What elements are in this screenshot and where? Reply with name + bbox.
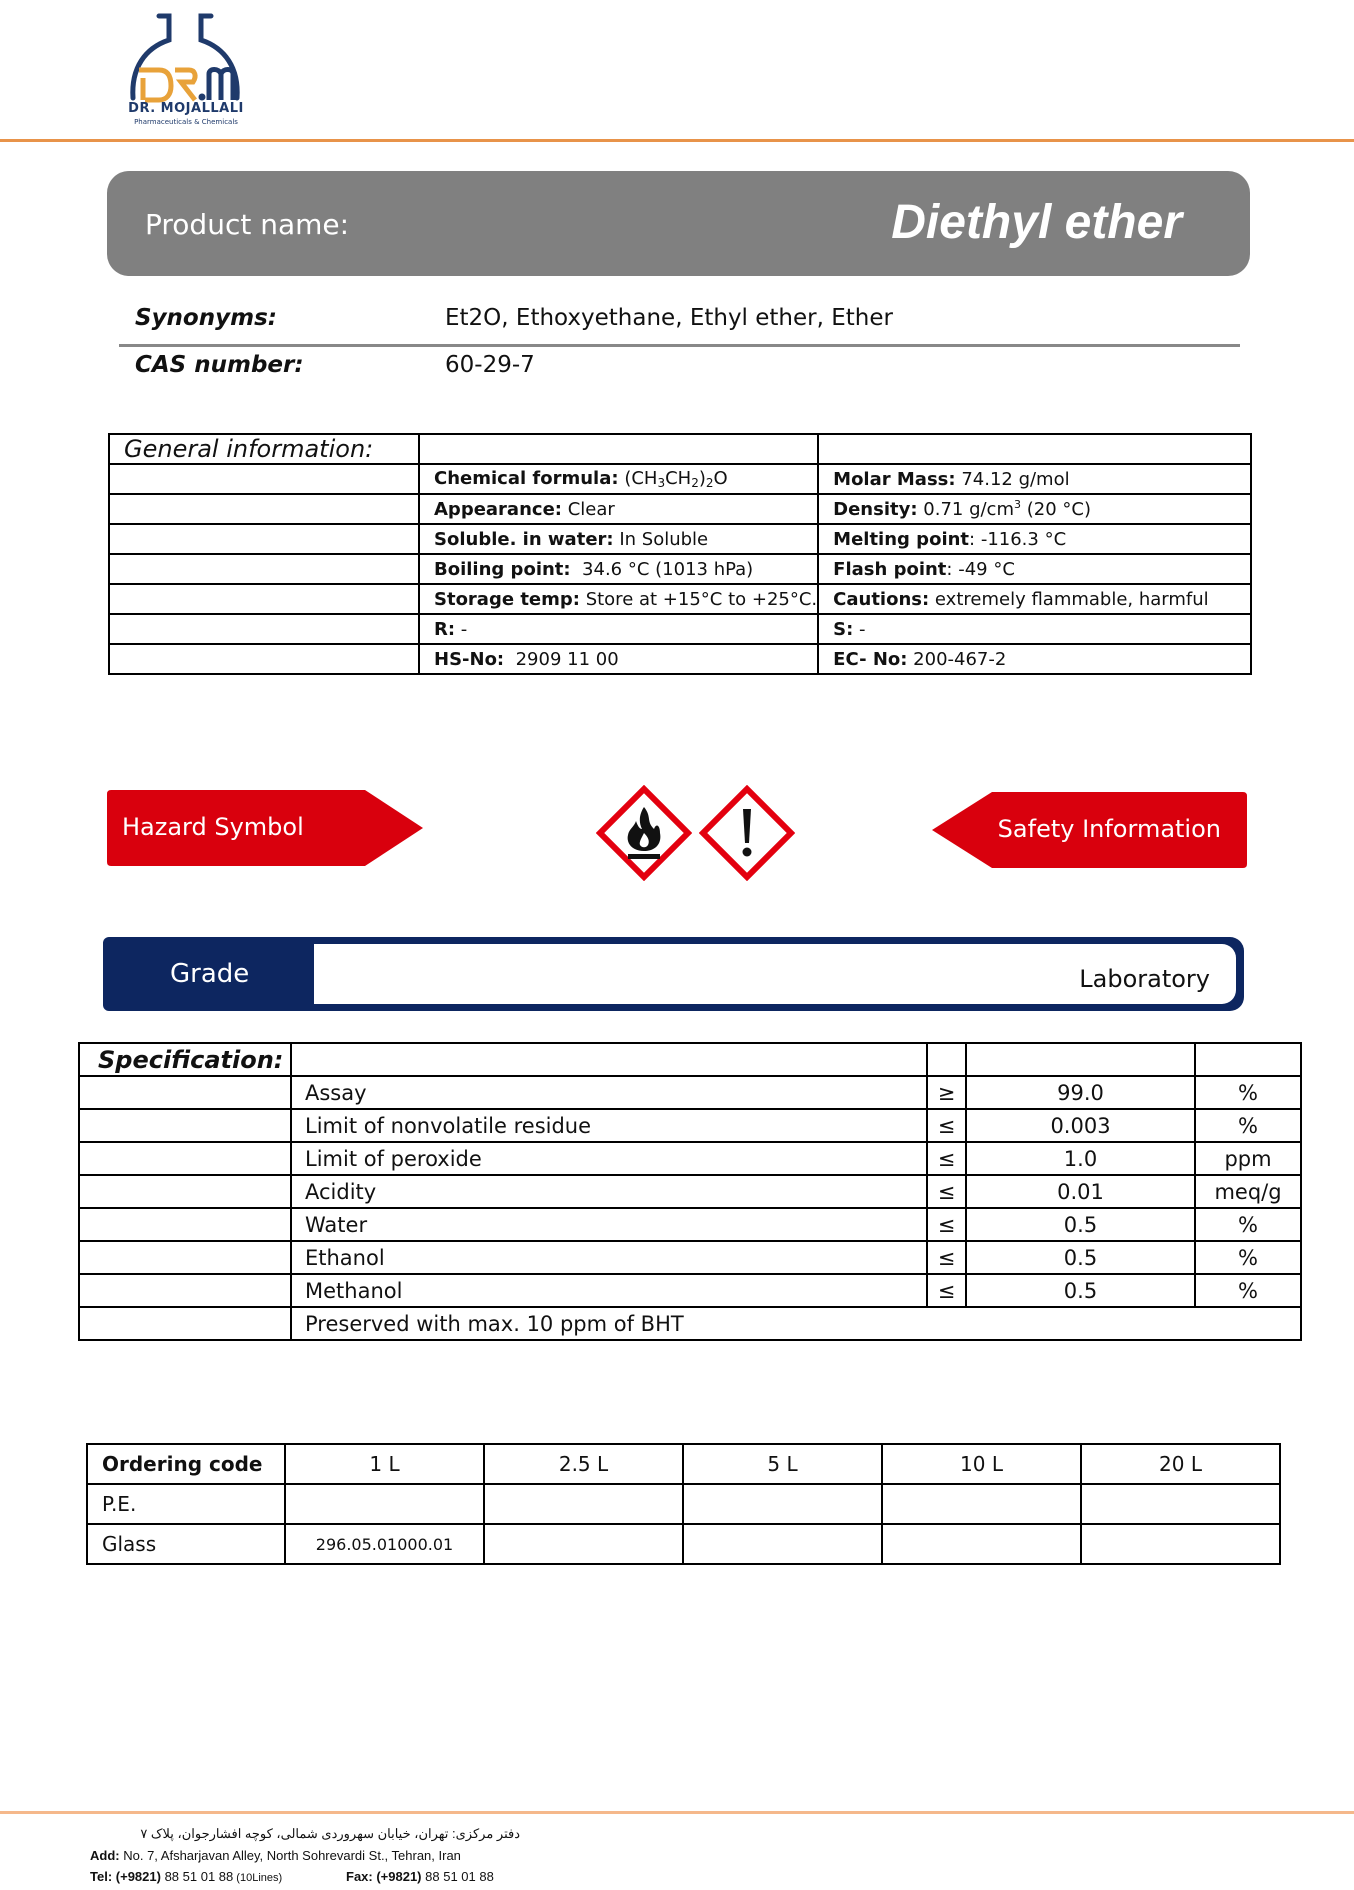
ordering-code-table [86,1443,1281,1565]
packaging-label: Glass [87,1524,285,1564]
cas-value: 60-29-7 [445,352,535,378]
spec-value: 0.003 [966,1109,1195,1142]
packaging-label: P.E. [87,1484,285,1524]
table-row [109,524,1251,554]
spec-value: 0.5 [966,1208,1195,1241]
spec-operator: ≤ [927,1142,966,1175]
ec-no-cell: EC- No: 200-467-2 [818,644,1251,674]
size-header: 20 L [1081,1444,1280,1484]
spec-name: Water [291,1208,927,1241]
molar-mass-cell: Molar Mass: 74.12 g/mol [818,464,1251,494]
r-phrases-cell: R: - [419,614,818,644]
specification-title: Specification: [79,1043,291,1076]
spec-row [79,1274,1301,1307]
table-row [109,554,1251,584]
hs-no-cell: HS-No: 2909 11 00 [419,644,818,674]
grade-label: Grade [170,959,250,989]
table-row [109,614,1251,644]
spec-name: Methanol [291,1274,927,1307]
spec-row [79,1142,1301,1175]
grade-value: Laboratory [1079,965,1210,993]
spec-operator: ≤ [927,1109,966,1142]
spec-unit: meq/g [1195,1175,1301,1208]
density-cell: Density: 0.71 $g/cm^3$ (20 °C) [818,494,1251,524]
table-row [109,644,1251,674]
spec-row [79,1175,1301,1208]
specification-table [78,1042,1302,1341]
size-header: 2.5 L [484,1444,683,1484]
safety-information-tag [932,792,1247,868]
spec-row [79,1076,1301,1109]
footer-divider [0,1811,1354,1814]
spec-operator: ≤ [927,1208,966,1241]
spec-note-row [79,1307,1301,1340]
spec-unit: % [1195,1109,1301,1142]
footer-address-english: Add: No. 7, Afsharjavan Alley, North Sohrevardi St., Tehran, Iran [90,1848,461,1863]
grade-bar [103,937,1244,1011]
s-phrases-cell: S: - [818,614,1251,644]
spec-unit: % [1195,1076,1301,1109]
footer-fax: Fax: (+9821) 88 51 01 88 [346,1869,494,1884]
product-banner [107,171,1250,276]
storage-temp-cell: Storage temp: Store at +15°C to +25°C. [419,584,818,614]
synonyms-value: Et2O, Ethoxyethane, Ethyl ether, Ether [445,305,893,331]
logo-brand-name: DR. MOJALLALI [128,101,244,116]
header-divider [0,139,1354,142]
ordering-row-glass [87,1524,1280,1564]
spec-name: Limit of peroxide [291,1142,927,1175]
chemical-formula-cell: Chemical formula: $(CH_3CH_2)_2O$ [419,464,818,494]
logo-tagline: Pharmaceuticals & Chemicals [134,118,238,126]
table-row [109,464,1251,494]
spec-value: 0.01 [966,1175,1195,1208]
product-name: Diethyl ether [891,196,1182,249]
footer-phone: Tel: (+9821) 88 51 01 88 (10Lines) [90,1869,283,1884]
spec-unit: ppm [1195,1142,1301,1175]
spec-value: 1.0 [966,1142,1195,1175]
spec-operator: ≤ [927,1274,966,1307]
ordering-row-pe [87,1484,1280,1524]
safety-information-label: Safety Information [997,815,1221,843]
spec-name: Assay [291,1076,927,1109]
spec-name: Acidity [291,1175,927,1208]
melting-point-cell: Melting point: -116.3 °C [818,524,1251,554]
footer-address-persian: دفتر مرکزی: تهران، خیابان سهروردی شمالی، کوچه افشارجوان، پلاک ۷ [140,1826,520,1841]
spec-unit: % [1195,1274,1301,1307]
hazard-symbol-label: Hazard Symbol [122,813,304,841]
spec-row [79,1208,1301,1241]
spec-value: 99.0 [966,1076,1195,1109]
size-header: 5 L [683,1444,882,1484]
size-header: 10 L [882,1444,1081,1484]
spec-name: Limit of nonvolatile residue [291,1109,927,1142]
spec-row [79,1241,1301,1274]
exclamation-mark-icon [699,785,795,881]
spec-unit: % [1195,1241,1301,1274]
spec-value: 0.5 [966,1241,1195,1274]
hazard-symbol-tag [107,790,423,866]
flash-point-cell: Flash point: -49 °C [818,554,1251,584]
spec-unit: % [1195,1208,1301,1241]
spec-operator: ≤ [927,1175,966,1208]
spec-note: Preserved with max. 10 ppm of BHT [291,1307,1301,1340]
size-header: 1 L [285,1444,484,1484]
table-row [109,494,1251,524]
ordering-header-row [87,1444,1280,1484]
boiling-point-cell: Boiling point: 34.6 °C (1013 hPa) [419,554,818,584]
synonyms-label: Synonyms: [135,305,277,331]
ordering-code-header: Ordering code [87,1444,285,1484]
general-info-table [108,433,1252,675]
ordering-code: 296.05.01000.01 [285,1524,484,1564]
synonyms-divider [119,344,1240,347]
cas-label: CAS number: [135,352,304,378]
solubility-cell: Soluble. in water: In Soluble [419,524,818,554]
spec-operator: ≤ [927,1241,966,1274]
flame-icon [596,785,692,881]
appearance-cell: Appearance: Clear [419,494,818,524]
cautions-cell: Cautions: extremely flammable, harmful [818,584,1251,614]
product-name-label: Product name: [145,208,350,241]
spec-name: Ethanol [291,1241,927,1274]
spec-operator: ≥ [927,1076,966,1109]
spec-row [79,1109,1301,1142]
general-info-header-row [109,434,1251,464]
specification-header-row [79,1043,1301,1076]
table-row [109,584,1251,614]
grade-value-box [314,944,1236,1004]
general-info-title: General information: [109,434,419,464]
spec-value: 0.5 [966,1274,1195,1307]
